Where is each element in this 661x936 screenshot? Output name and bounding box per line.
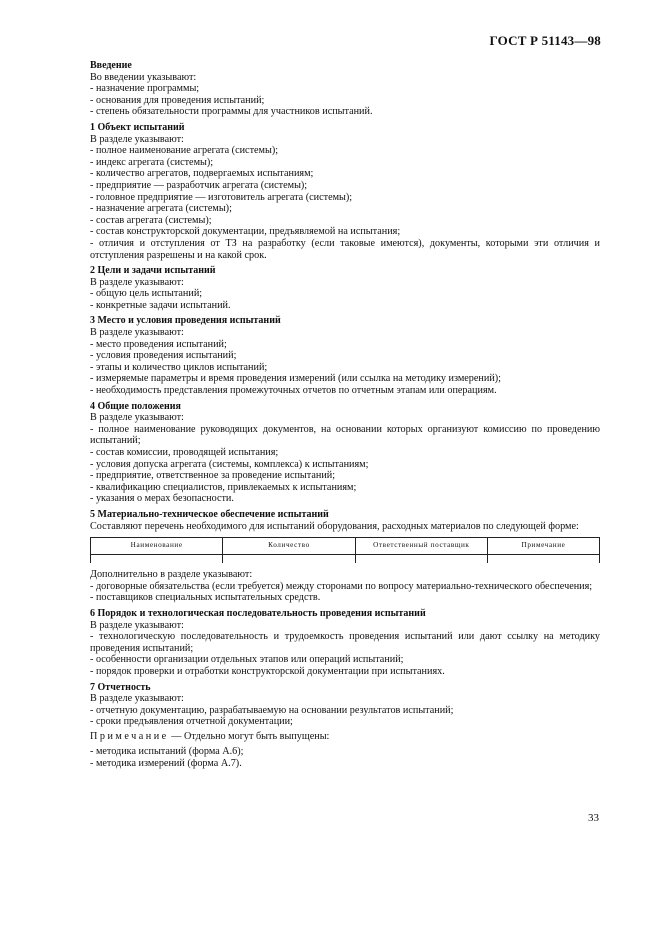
table-cell [223, 555, 355, 564]
page-number: 33 [588, 812, 599, 824]
note-text: — Отдельно могут быть выпущены: [168, 730, 330, 742]
section-heading-6: 6 Порядок и технологическая последовательность проведения испытаний [90, 607, 426, 619]
list-item: - общую цель испытаний; [90, 288, 203, 300]
section-lead: В разделе указывают: [90, 327, 184, 339]
table-header-note: Примечание [487, 538, 599, 555]
materials-form-table [90, 537, 600, 563]
table-header-quantity: Количество [223, 538, 355, 555]
section-heading-intro: Введение [90, 60, 132, 71]
section-heading-3: 3 Место и условия проведения испытаний [90, 315, 281, 327]
list-item: - поставщиков специальных испытательных средств. [90, 592, 321, 604]
note [90, 731, 600, 743]
list-item: - методика испытаний (форма А.6); [90, 746, 244, 758]
list-item: - отличия и отступления от ТЗ на разработку (если таковые имеются), документы, которыми эти отличия и отступления разрешены и на какой срок. [90, 237, 600, 261]
list-item: - место проведения испытаний; [90, 338, 227, 350]
list-item: - необходимость представления промежуточных отчетов по отчетным этапам или операциям. [90, 385, 497, 397]
list-item: - измеряемые параметры и время проведения измерений (или ссылка на методику измерений); [90, 373, 502, 385]
table-cell [355, 555, 487, 564]
list-item: - этапы и количество циклов испытаний; [90, 361, 268, 373]
list-item: - условия допуска агрегата (системы, комплекса) к испытаниям; [90, 458, 369, 470]
list-item: - полное наименование агрегата (системы); [90, 145, 279, 157]
list-item: - конкретные задачи испытаний. [90, 299, 231, 311]
list-item: - отчетную документацию, разрабатываемую на основании результатов испытаний; [90, 704, 454, 716]
section-lead: В разделе указывают: [90, 412, 184, 424]
section-lead: Составляют перечень необходимого для испытаний оборудования, расходных материалов по следующей форме: [90, 520, 579, 532]
list-item: - назначение программы; [90, 83, 200, 95]
section-heading-4: 4 Общие положения [90, 400, 181, 412]
list-item: - порядок проверки и отработки конструкторской документации при испытаниях. [90, 665, 445, 677]
list-item: - назначение агрегата (системы); [90, 203, 232, 215]
section-heading-2: 2 Цели и задачи испытаний [90, 265, 216, 277]
section-heading-1: 1 Объект испытаний [90, 121, 185, 133]
list-item: - количество агрегатов, подвергаемых испытаниям; [90, 168, 314, 180]
list-item: - основания для проведения испытаний; [90, 94, 265, 106]
section-lead: В разделе указывают: [90, 693, 184, 705]
list-item: - состав конструкторской документации, предъявляемой на испытания; [90, 226, 401, 238]
list-item: - квалификацию специалистов, привлекаемых к испытаниям; [90, 481, 357, 493]
section-lead: В разделе указывают: [90, 619, 184, 631]
section-heading-7: 7 Отчетность [90, 681, 151, 693]
section-lead: В разделе указывают: [90, 276, 184, 288]
list-item: - индекс агрегата (системы); [90, 156, 214, 168]
list-item: - состав комиссии, проводящей испытания; [90, 447, 279, 458]
list-item: - особенности организации отдельных этапов или операций испытаний; [90, 654, 404, 666]
table-header-name: Наименование [91, 538, 223, 555]
table-cell [487, 555, 599, 564]
list-item: - сроки предъявления отчетной документации; [90, 716, 293, 728]
section-lead: Дополнительно в разделе указывают: [90, 569, 253, 581]
page-content [90, 60, 600, 770]
list-item: - степень обязательности программы для участников испытаний. [90, 106, 373, 118]
table-header-supplier: Ответственный поставщик [355, 538, 487, 555]
list-item: - технологическую последовательность и трудоемкость проведения испытаний или дают ссылку на методику проведения испытаний; [90, 631, 600, 654]
table-cell [91, 555, 223, 564]
section-heading-5: 5 Материально-техническое обеспечение испытаний [90, 508, 329, 520]
list-item: - состав агрегата (системы); [90, 214, 212, 226]
note-label: Примечание [90, 730, 169, 742]
list-item: - указания о мерах безопасности. [90, 493, 234, 505]
list-item: - предприятие — разработчик агрегата (системы); [90, 179, 308, 191]
list-item: - предприятие, ответственное за проведение испытаний; [90, 470, 336, 482]
section-lead: Во введении указывают: [90, 71, 197, 83]
list-item: - полное наименование руководящих документов, на основании которых организуют комиссию по проведению испытаний; [90, 423, 600, 447]
section-lead: В разделе указывают: [90, 133, 184, 145]
list-item: - головное предприятие — изготовитель агрегата (системы); [90, 191, 353, 203]
list-item: - методика измерений (форма А.7). [90, 758, 242, 770]
document-code: ГОСТ Р 51143—98 [489, 33, 601, 48]
list-item: - договорные обязательства (если требуется) между сторонами по вопросу материально-технического обеспечения; [90, 580, 593, 592]
list-item: - условия проведения испытаний; [90, 350, 237, 362]
